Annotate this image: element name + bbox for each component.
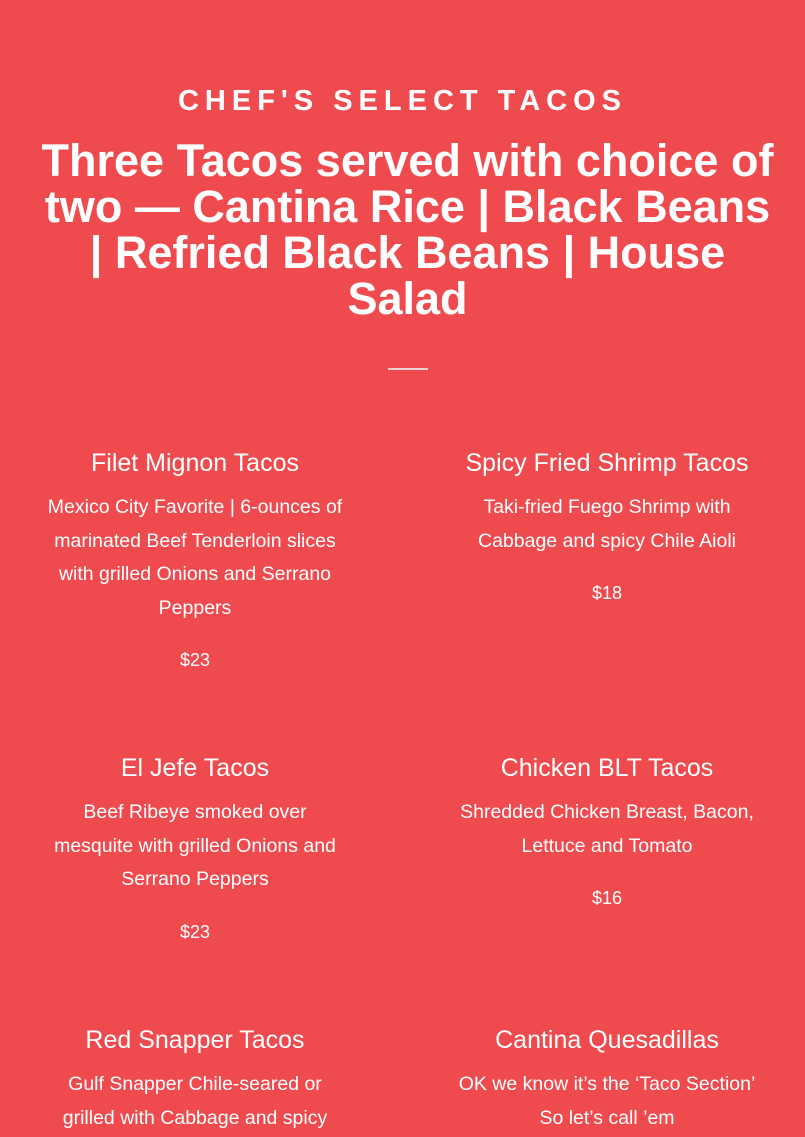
section-divider xyxy=(388,368,428,370)
menu-item-description: Shredded Chicken Breast, Bacon, Lettuce and Tomato xyxy=(460,801,754,857)
menu-item-spicy-fried-shrimp-tacos xyxy=(457,444,757,608)
menu-item-price: $18 xyxy=(591,583,623,604)
menu-item-filet-mignon-tacos xyxy=(45,444,345,675)
menu-item-description: Mexico City Favorite | 6-ounces of marinated Beef Tenderloin slices with grilled Onions and Serrano Peppers xyxy=(47,496,343,619)
section-headline: Three Tacos served with choice of two — Cantina Rice | Black Beans | Refried Black Beans | House Salad xyxy=(41,135,774,324)
menu-item-description: Beef Ribeye smoked over mesquite with grilled Onions and Serrano Peppers xyxy=(54,801,336,891)
menu-item-price: $23 xyxy=(179,650,211,671)
menu-item-chicken-blt-tacos xyxy=(457,749,757,913)
menu-item-el-jefe-tacos xyxy=(45,749,345,947)
menu-item-name: Chicken BLT Tacos xyxy=(500,754,714,782)
menu-item-price: $16 xyxy=(591,888,623,909)
menu-item-name: Spicy Fried Shrimp Tacos xyxy=(465,449,749,477)
menu-item-cantina-quesadillas xyxy=(457,1021,757,1135)
menu-item-price: $23 xyxy=(179,921,211,942)
menu-item-description: OK we know it’s the ‘Taco Section’ So let’s call ’em xyxy=(458,1073,756,1129)
menu-item-description: Taki-fried Fuego Shrimp with Cabbage and spicy Chile Aioli xyxy=(478,496,736,552)
menu-item-red-snapper-tacos xyxy=(45,1021,345,1135)
section-eyebrow: CHEF'S SELECT TACOS xyxy=(177,85,628,117)
menu-item-name: Red Snapper Tacos xyxy=(85,1026,305,1054)
menu-item-name: Filet Mignon Tacos xyxy=(91,449,299,477)
menu-item-description: Gulf Snapper Chile-seared or grilled with Cabbage and spicy xyxy=(62,1073,328,1129)
menu-item-name: El Jefe Tacos xyxy=(120,754,270,782)
menu-item-name: Cantina Quesadillas xyxy=(495,1026,719,1054)
